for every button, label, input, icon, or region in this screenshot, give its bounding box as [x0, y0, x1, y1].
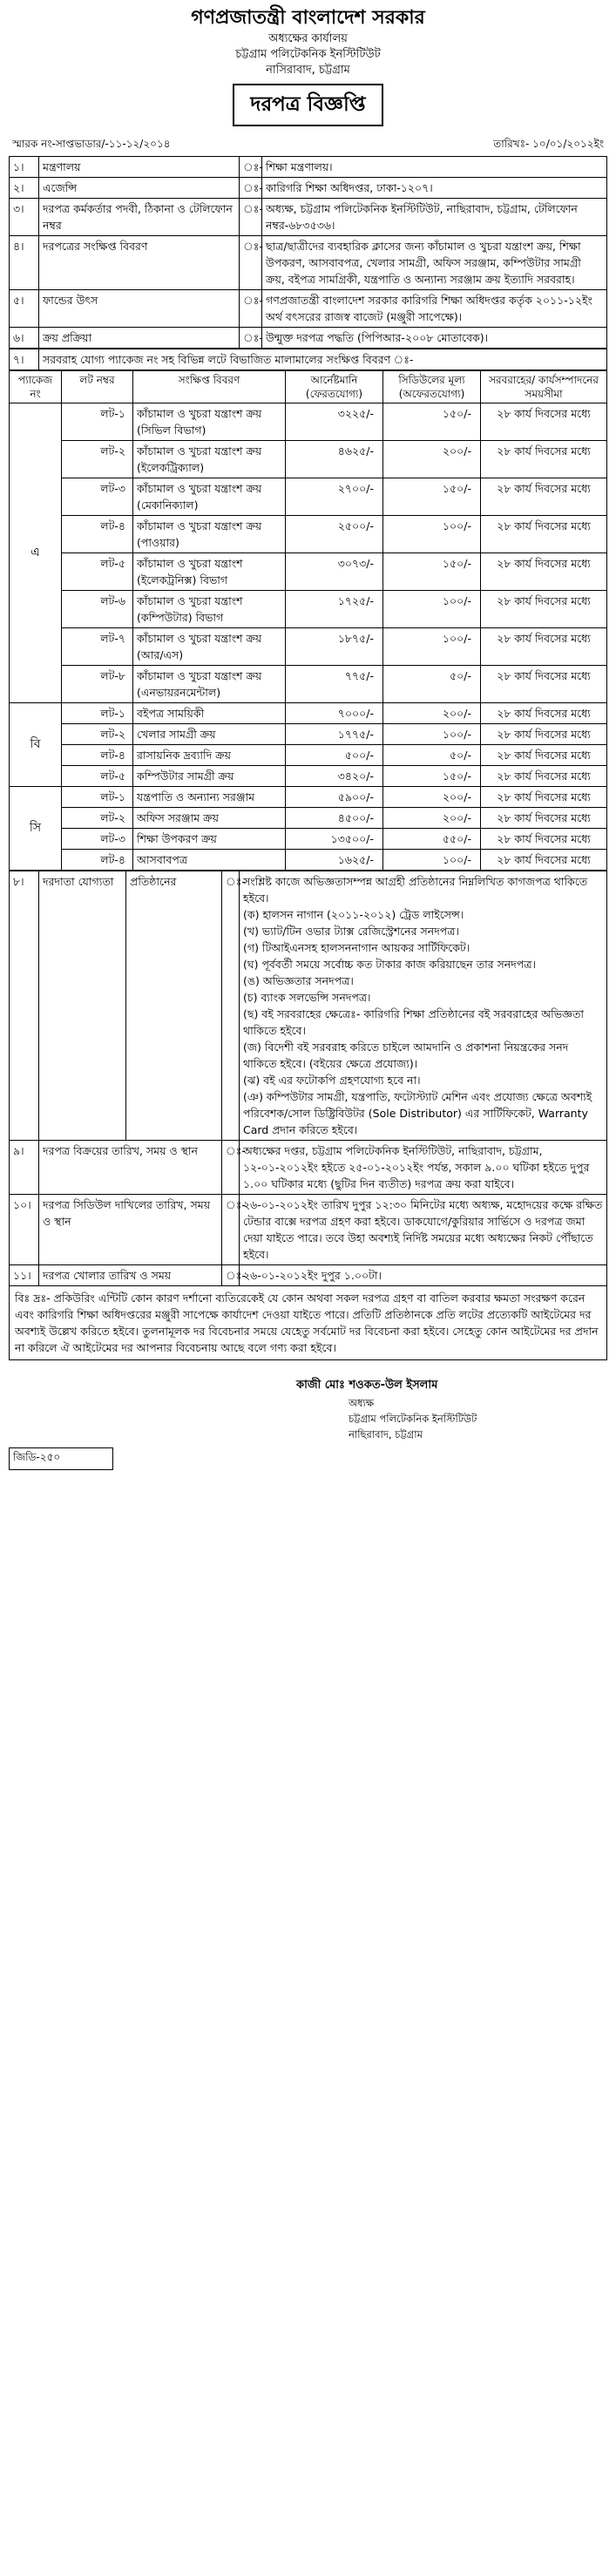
qual-item: (গ) টিআইএনসহ হালসননাগান আয়কর সার্টিফিকেট। — [243, 941, 470, 954]
lot-row — [10, 724, 607, 745]
info-colon: ঃ- — [240, 178, 262, 199]
info-value: ছাত্র/ছাত্রীদের ব্যবহারিক ক্লাসের জন্য কাঁচামাল ও খুচরা যন্ত্রাংশ ক্রয়, শিক্ষা উপকরণ, আসবাবপত্র, খেলার সামগ্রী, অফিস সরঞ্জাম, কম্পিউটার সামগ্রী ক্রয়, বইপত্র সামগ্রিকী, যন্ত্রপাতি ও অন্যান্য সরঞ্জাম ক্রয় ইত্যাদি সরবরাহ। — [262, 236, 607, 290]
package-name: বি — [10, 703, 62, 787]
info-value: অধ্যক্ষ, চট্টগ্রাম পলিটেকনিক ইনস্টিটিউট, নাছিরাবাদ, চট্টগ্রাম, টেলিফোন নম্বর-৬৮৩৫৩৬। — [262, 199, 607, 236]
qual-item: (জ) বিদেশী বই সরবরাহ করিতে চাইলে আমদানি ও প্রকাশনা নিয়ন্ত্রকের সনদ থাকিতে হইবে। (বইয়ের ক্ষেত্রে প্রযোজ্য)। — [243, 1041, 569, 1070]
qual-body — [240, 871, 607, 1141]
lot-schedule-price: ১০০/- — [383, 591, 481, 628]
header-time: সরবরাহের/ কার্যসম্পাদনের সময়সীমা — [481, 371, 607, 403]
conditions-table — [9, 871, 607, 1286]
qual-item: (ছ) বই সরবরাহের ক্ষেত্রেঃ- কারিগরি শিক্ষা প্রতিষ্ঠানের বই সরবরাহের অভিজ্ঞতা থাকিতে হইবে। — [243, 1007, 584, 1037]
header — [9, 5, 607, 133]
lot-row — [10, 766, 607, 787]
header-price: সিডিউলের মূল্য (অফেরতযোগ্য) — [383, 371, 481, 403]
lot-earnest-money: ১৬২৫/- — [286, 850, 383, 871]
info-value: গণপ্রজাতন্ত্রী বাংলাদেশ সরকার কারিগরি শিক্ষা অধিদপ্তর কর্তৃক ২০১১-১২ইং অর্থ বৎসরের রাজস্ব বাজেট (মঞ্জুরী সাপেক্ষে)। — [262, 290, 607, 328]
header-desc: সংক্ষিপ্ত বিবরণ — [133, 371, 286, 403]
lot-description: খেলার সামগ্রী ক্রয় — [133, 724, 286, 745]
lot-number: লট-৬ — [62, 591, 133, 628]
sale-row — [10, 1141, 607, 1195]
lot-schedule-price: ১০০/- — [383, 516, 481, 553]
lot-row — [10, 666, 607, 703]
lot-earnest-money: ৩২২৫/- — [286, 403, 383, 441]
info-no: ৪। — [10, 236, 39, 290]
package-name: সি — [10, 787, 62, 871]
lot-description: শিক্ষা উপকরণ ক্রয় — [133, 829, 286, 850]
lots-table — [9, 370, 607, 871]
info-colon: ঃ- — [240, 157, 262, 178]
lot-description: কাঁচামাল ও খুচরা যন্ত্রাংশ ক্রয় (মেকানিক্যাল) — [133, 478, 286, 516]
lot-schedule-price: ১৫০/- — [383, 403, 481, 441]
lot-schedule-price: ১০০/- — [383, 724, 481, 745]
lot-delivery-time: ২৮ কার্য দিবসের মধ্যে — [481, 787, 607, 808]
open-no: ১১। — [10, 1265, 39, 1286]
lot-description: কাঁচামাল ও খুচরা যন্ত্রাংশ ক্রয় (সিভিল বিভাগ) — [133, 403, 286, 441]
lot-schedule-price: ১৫০/- — [383, 766, 481, 787]
institute-location: নাসিরাবাদ, চট্টগ্রাম — [266, 64, 350, 77]
info-label: দরপত্র কর্মকর্তার পদবী, ঠিকানা ও টেলিফোন নম্বর — [39, 199, 240, 236]
package-name: এ — [10, 403, 62, 703]
info-row — [10, 178, 607, 199]
lot-description: বইপত্র সাময়িকী — [133, 703, 286, 724]
lot-delivery-time: ২৮ কার্য দিবসের মধ্যে — [481, 403, 607, 441]
lot-row — [10, 516, 607, 553]
signatory-designation: অধ্যক্ষ — [349, 1397, 375, 1409]
qual-label: দরদাতা যোগ্যতা — [39, 871, 126, 1141]
lot-delivery-time: ২৮ কার্য দিবসের মধ্যে — [481, 666, 607, 703]
open-row — [10, 1265, 607, 1286]
lot-schedule-price: ৫০/- — [383, 745, 481, 766]
lots-intro-text: সরবরাহ যোগ্য প্যাকেজ নং সহ বিভিন্ন লটে বিভাজিত মালামালের সংক্ষিপ্ত বিবরণ ঃ- — [39, 349, 607, 370]
info-colon: ঃ- — [240, 290, 262, 328]
lot-schedule-price: ১০০/- — [383, 850, 481, 871]
qual-colon: ঃ- — [222, 871, 240, 1141]
lot-earnest-money: ৪৫০০/- — [286, 808, 383, 829]
info-colon: ঃ- — [240, 328, 262, 349]
lot-earnest-money: ২৫০০/- — [286, 516, 383, 553]
info-no: ৬। — [10, 328, 39, 349]
footer-code: জিডি-২৫০ — [9, 1447, 113, 1470]
lot-earnest-money: ৫০০/- — [286, 745, 383, 766]
info-colon: ঃ- — [240, 236, 262, 290]
signatory-name: কাজী মোঃ শওকত-উল ইসলাম — [296, 1379, 438, 1392]
memo-date: তারিখঃ- ১০/০১/২০১২ইং — [493, 138, 604, 150]
qual-intro: সংশ্লিষ্ট কাজে অভিজ্ঞতাসম্পন্ন আগ্রহী প্রতিষ্ঠানের নিম্নলিখিত কাগজপত্র থাকিতে হইবে। — [243, 875, 588, 905]
info-label: ফান্ডের উৎস — [39, 290, 240, 328]
lot-description: কাঁচামাল ও খুচরা যন্ত্রাংশ ক্রয় (আর/এস) — [133, 628, 286, 666]
lot-description: কাঁচামাল ও খুচরা যন্ত্রাংশ ক্রয় (ইলেকট্রিক্যাল) — [133, 441, 286, 478]
lot-row — [10, 850, 607, 871]
lot-schedule-price: ৫০/- — [383, 666, 481, 703]
lot-earnest-money: ১৭৭৫/- — [286, 724, 383, 745]
lot-number: লট-৪ — [62, 745, 133, 766]
sale-colon: ঃ- — [222, 1141, 240, 1195]
lot-row — [10, 628, 607, 666]
lot-row — [10, 808, 607, 829]
lot-earnest-money: ১৭২৫/- — [286, 591, 383, 628]
qual-item: (খ) ভ্যাট/টিন ওভার ট্যাক্স রেজিস্ট্রেশনের সনদপত্র। — [243, 925, 459, 938]
lots-intro — [9, 349, 607, 370]
open-label: দরপত্র খোলার তারিখ ও সময় — [39, 1265, 222, 1286]
qualification-row — [10, 871, 607, 1141]
lot-delivery-time: ২৮ কার্য দিবসের মধ্যে — [481, 850, 607, 871]
lot-earnest-money: ২৭০০/- — [286, 478, 383, 516]
info-row — [10, 236, 607, 290]
info-value: উন্মুক্ত দরপত্র পদ্ধতি (পিপিআর-২০০৮ মোতাবেক)। — [262, 328, 607, 349]
lot-number: লট-১ — [62, 703, 133, 724]
notice-title: দরপত্র বিজ্ঞপ্তি — [233, 84, 382, 126]
info-value: কারিগরি শিক্ষা অধিদপ্তর, ঢাকা-১২০৭। — [262, 178, 607, 199]
submit-row — [10, 1195, 607, 1265]
info-no: ১। — [10, 157, 39, 178]
qual-items — [243, 906, 603, 1138]
lot-number: লট-৫ — [62, 766, 133, 787]
lot-schedule-price: ১৫০/- — [383, 478, 481, 516]
signatory-institute: চট্টগ্রাম পলিটেকনিক ইনস্টিটিউট — [349, 1413, 477, 1425]
info-label: মন্ত্রণালয় — [39, 157, 240, 178]
lot-earnest-money: ৭৭৫/- — [286, 666, 383, 703]
open-colon: ঃ- — [222, 1265, 240, 1286]
qual-item: (চ) ব্যাংক সলভেন্সি সনদপত্র। — [243, 991, 371, 1004]
info-label: এজেন্সি — [39, 178, 240, 199]
open-value: ২৬-০১-২০১২ইং দুপুর ১.০০টা। — [240, 1265, 607, 1286]
lot-number: লট-৭ — [62, 628, 133, 666]
lot-number: লট-২ — [62, 724, 133, 745]
lot-schedule-price: ২০০/- — [383, 808, 481, 829]
lots-intro-no: ৭। — [10, 349, 39, 370]
lot-description: রাসায়নিক দ্রব্যাদি ক্রয় — [133, 745, 286, 766]
qual-sublabel: প্রতিষ্ঠানের — [126, 871, 222, 1141]
lot-delivery-time: ২৮ কার্য দিবসের মধ্যে — [481, 553, 607, 591]
lot-delivery-time: ২৮ কার্য দিবসের মধ্যে — [481, 829, 607, 850]
info-row — [10, 199, 607, 236]
lot-description: কম্পিউটার সামগ্রী ক্রয় — [133, 766, 286, 787]
info-colon: ঃ- — [240, 199, 262, 236]
qual-item: (ঘ) পূর্ববর্তী সময়ে সর্বোচ্চ কত টাকার কাজ করিয়াছেন তার সনদপত্র। — [243, 958, 536, 971]
lot-schedule-price: ২০০/- — [383, 787, 481, 808]
lot-number: লট-২ — [62, 441, 133, 478]
lot-row — [10, 591, 607, 628]
lot-delivery-time: ২৮ কার্য দিবসের মধ্যে — [481, 703, 607, 724]
lot-delivery-time: ২৮ কার্য দিবসের মধ্যে — [481, 478, 607, 516]
info-row — [10, 328, 607, 349]
lot-row — [10, 787, 607, 808]
lot-row — [10, 703, 607, 724]
note: বিঃ দ্রঃ- প্রকিউরিং এন্টিটি কোন কারণ দর্শানো ব্যতিরেকেই যে কোন অথবা সকল দরপত্র গ্রহণ বা বাতিল করবার ক্ষমতা সংরক্ষণ করেন এবং কারিগরি শিক্ষা অধিদপ্তরের মঞ্জুরী সাপেক্ষে কার্যাদেশ দেওয়া যাইতে পারে। প্রতিটি প্রতিষ্ঠানকে প্রতি লটের প্রত্যেকটি আইটেমের দর অবশ্যই উল্লেখ করিতে হইবে। তুলনামূলক দর বিবেচনার সময়ে যেহেতু সর্বমোট দর বিবেচনা করা হইবে। সেহেতু কোন আইটেমের দর প্রদান না করিলে ঐ আইটেমের দর আপনার বিবেচনায় আছে বলে গণ্য করা হইবে। — [9, 1286, 607, 1360]
lot-schedule-price: ৫৫০/- — [383, 829, 481, 850]
info-no: ৩। — [10, 199, 39, 236]
lot-delivery-time: ২৮ কার্য দিবসের মধ্যে — [481, 516, 607, 553]
lot-row — [10, 403, 607, 441]
institute-name: চট্টগ্রাম পলিটেকনিক ইনস্টিটিউট — [235, 48, 381, 61]
lot-delivery-time: ২৮ কার্য দিবসের মধ্যে — [481, 808, 607, 829]
lot-delivery-time: ২৮ কার্য দিবসের মধ্যে — [481, 441, 607, 478]
signoff — [9, 1376, 607, 1442]
office-name: অধ্যক্ষের কার্যালয় — [268, 32, 348, 45]
info-no: ২। — [10, 178, 39, 199]
lot-number: লট-৩ — [62, 478, 133, 516]
lot-row — [10, 829, 607, 850]
lot-schedule-price: ২০০/- — [383, 703, 481, 724]
submit-no: ১০। — [10, 1195, 39, 1265]
lot-number: লট-১ — [62, 787, 133, 808]
lot-earnest-money: ৩০৭৩/- — [286, 553, 383, 591]
lot-description: অফিস সরঞ্জাম ক্রয় — [133, 808, 286, 829]
lot-earnest-money: ৫৯০০/- — [286, 787, 383, 808]
lot-delivery-time: ২৮ কার্য দিবসের মধ্যে — [481, 724, 607, 745]
lot-delivery-time: ২৮ কার্য দিবসের মধ্যে — [481, 628, 607, 666]
info-label: ক্রয় প্রক্রিয়া — [39, 328, 240, 349]
lot-earnest-money: ৪৬২৫/- — [286, 441, 383, 478]
submit-label: দরপত্র সিডিউল দাখিলের তারিখ, সময় ও স্থান — [39, 1195, 222, 1265]
lot-number: লট-২ — [62, 808, 133, 829]
info-row — [10, 290, 607, 328]
lot-description: কাঁচামাল ও খুচরা যন্ত্রাংশ (ইলেকট্রনিক্স) বিভাগ — [133, 553, 286, 591]
lot-delivery-time: ২৮ কার্য দিবসের মধ্যে — [481, 766, 607, 787]
lots-header-row — [10, 371, 607, 403]
lot-description: কাঁচামাল ও খুচরা যন্ত্রাংশ ক্রয় (এনভায়রনমেন্টাল) — [133, 666, 286, 703]
qual-item: (ঙ) অভিজ্ঞতার সনদপত্র। — [243, 974, 354, 987]
lot-delivery-time: ২৮ কার্য দিবসের মধ্যে — [481, 745, 607, 766]
lot-earnest-money: ১৩৫০০/- — [286, 829, 383, 850]
lot-description: যন্ত্রপাতি ও অন্যান্য সরঞ্জাম — [133, 787, 286, 808]
lot-description: কাঁচামাল ও খুচরা যন্ত্রাংশ ক্রয় (পাওয়ার) — [133, 516, 286, 553]
lot-number: লট-৮ — [62, 666, 133, 703]
lot-description: আসবাবপত্র — [133, 850, 286, 871]
header-lot: লট নম্বর — [62, 371, 133, 403]
govt-title: গণপ্রজাতন্ত্রী বাংলাদেশ সরকার — [191, 7, 425, 29]
sale-label: দরপত্র বিক্রয়ের তারিখ, সময় ও স্থান — [39, 1141, 222, 1195]
lot-earnest-money: ৭০০০/- — [286, 703, 383, 724]
info-row — [10, 157, 607, 178]
info-label: দরপত্রের সংক্ষিপ্ত বিবরণ — [39, 236, 240, 290]
info-table — [9, 156, 607, 349]
lot-row — [10, 553, 607, 591]
lot-earnest-money: ১৮৭৫/- — [286, 628, 383, 666]
info-value: শিক্ষা মন্ত্রণালয়। — [262, 157, 607, 178]
lot-description: কাঁচামাল ও খুচরা যন্ত্রাংশ (কম্পিউটার) বিভাগ — [133, 591, 286, 628]
sale-value: অধ্যক্ষের দপ্তর, চট্টগ্রাম পলিটেকনিক ইনস্টিটিউট, নাছিরাবাদ, চট্টগ্রাম, ১২-০১-২০১২ইং হইতে ২৫-০১-২০১২ইং পর্যন্ত, সকাল ৯.০০ ঘটিকা হইতে দুপুর ১.০০ ঘটিকার মধ্যে (ছুটির দিন ব্যতীত) দরপত্র ক্রয় করা যাইবে। — [240, 1141, 607, 1195]
qual-no: ৮। — [10, 871, 39, 1141]
lot-schedule-price: ২০০/- — [383, 441, 481, 478]
memo-ref: স্মারক নং-সাপ্তভাডার/-১১-১২/২০১৪ — [12, 138, 171, 150]
qual-item: (ঞ) কম্পিউটার সামগ্রী, যন্ত্রপাতি, ফটোস্ট্যাট মেশিন এবং প্রযোজ্য ক্ষেত্রে অবশ্যই পরিবেশক/সোল ডিষ্ট্রিবিউটর (Sole Distributor) এর সার্টিফিকেট, Warranty Card প্রদান করিতে হইবে। — [243, 1090, 592, 1136]
qual-item: (ঝ) বই এর ফটোকপি গ্রহণযোগ্য হবে না। — [243, 1074, 421, 1087]
lot-schedule-price: ১০০/- — [383, 628, 481, 666]
lot-row — [10, 441, 607, 478]
lot-number: লট-১ — [62, 403, 133, 441]
signatory-location: নাছিরাবাদ, চট্টগ্রাম — [349, 1428, 423, 1441]
qual-item: (ক) হালসন নাগান (২০১১-২০১২) ট্রেড লাইসেন্স। — [243, 908, 464, 921]
lot-row — [10, 478, 607, 516]
header-pkg: প্যাকেজ নং — [10, 371, 62, 403]
lot-number: লট-৪ — [62, 516, 133, 553]
submit-value: ২৬-০১-২০১২ইং তারিখ দুপুর ১২:৩০ মিনিটের মধ্যে অধ্যক্ষ, মহোদয়ের কক্ষে রক্ষিত টেন্ডার বাক্সে দরপত্র গ্রহণ করা হইবে। ডাকযোগে/কুরিয়ার সার্ভিসে ও দরপত্র জমা দেয়া যাইতে পারে। তবে উহা অবশ্যই নির্দিষ্ট সময়ের মধ্যে অধ্যক্ষের নিকট পৌঁছাতে হইবে। — [240, 1195, 607, 1265]
lot-number: লট-৪ — [62, 850, 133, 871]
sale-no: ৯। — [10, 1141, 39, 1195]
info-no: ৫। — [10, 290, 39, 328]
header-money: আর্নেষ্টমানি (ফেরতযোগ্য) — [286, 371, 383, 403]
lot-schedule-price: ১৫০/- — [383, 553, 481, 591]
lot-number: লট-৩ — [62, 829, 133, 850]
lot-delivery-time: ২৮ কার্য দিবসের মধ্যে — [481, 591, 607, 628]
tender-notice — [9, 0, 607, 1470]
lot-earnest-money: ৩৪২০/- — [286, 766, 383, 787]
submit-colon: ঃ- — [222, 1195, 240, 1265]
lot-row — [10, 745, 607, 766]
lot-number: লট-৫ — [62, 553, 133, 591]
memo-line — [9, 133, 607, 156]
